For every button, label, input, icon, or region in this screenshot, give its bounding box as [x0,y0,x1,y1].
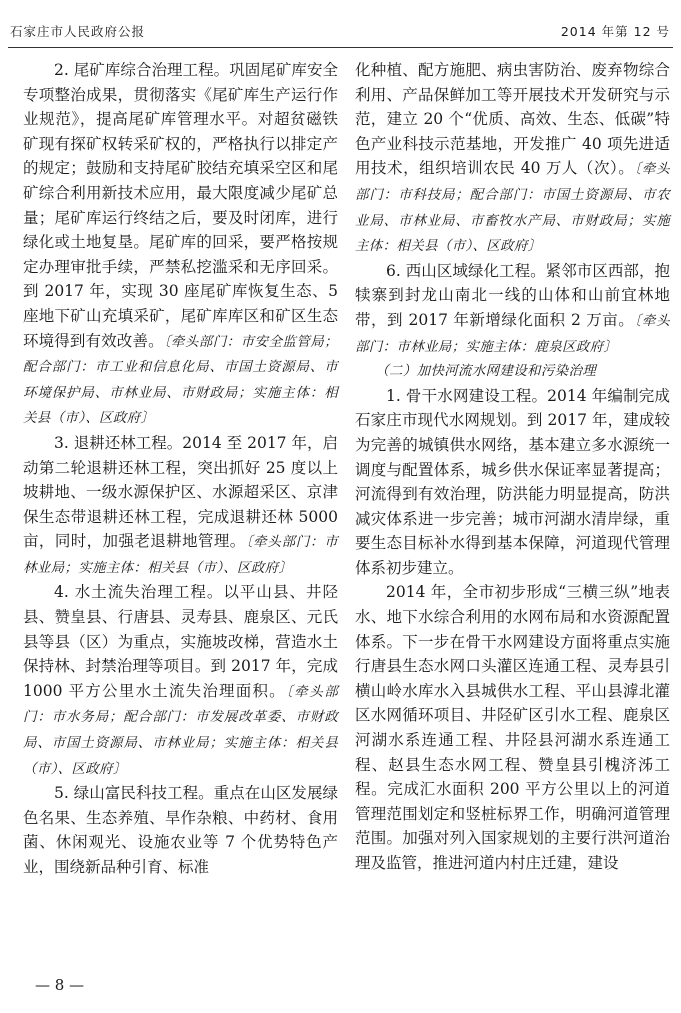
left-column [23,58,338,880]
department-note: 〔牵头部门：市水务局；配合部门：市发展改革委、市财政局、市国土资源局、市林业局；实施主体：相关县（市）、区政府〕 [23,683,339,777]
paragraph-text: 化种植、配方施肥、病虫害防治、废弃物综合利用、产品保鲜加工等开展技术开发研究与示范，建立 20 个“优质、高效、生态、低碳”特色产业科技示范基地，开发推广 40 项先进适用技术，组织培训农民 40 万人（次）。 [355,61,670,178]
right-column [355,58,670,876]
paragraph [355,259,670,359]
page-number: — 8 — [35,976,85,994]
paragraph-text: 4. 水土流失治理工程。以平山县、井陉县、赞皇县、行唐县、灵寿县、鹿泉区、元氏县等县（区）为重点，实施坡改梯，营造水土保持林、封禁治理等项目。到 2017 年，完成 1000 平方公里水土流失治理面积。 [23,583,338,700]
paragraph-text: 3. 退耕还林工程。2014 至 2017 年，启动第二轮退耕还林工程，突出抓好 25 度以上坡耕地、一级水源保护区、水源超采区、京津保生态带退耕还林工程，完成退耕还林 5000 亩，同时，加强老退耕地管理。 [23,433,338,551]
header-rule [8,47,673,48]
paragraph [23,781,338,879]
paragraph [355,384,670,581]
paragraph [23,58,338,431]
publication-title: 石家庄市人民政府公报 [10,24,146,39]
department-note: 〔牵头部门：市科技局；配合部门：市国土资源局、市农业局、市林业局、市畜牧水产局、市财政局；实施主体：相关县（市）、区政府〕 [355,161,670,255]
department-note: 〔牵头部门：市林业局；实施主体：相关县（市）、区政府〕 [23,534,338,576]
paragraph-text: 1. 骨干水网建设工程。2014 年编制完成石家庄市现代水网规划。到 2017 年，建成较为完善的城镇供水网络，基本建立多水源统一调度与配置体系，城乡供水保证率显著提高；河流得到有效治理，防洪能力明显提高，防洪减灾体系进一步完善；城市河湖水清岸绿，重要生态目标补水得到基本保障，河道现代管理体系初步建立。 [355,386,670,577]
paragraph [23,431,338,581]
paragraph [355,580,670,875]
paragraph-text: 5. 绿山富民科技工程。重点在山区发展绿色名果、生态养殖、旱作杂粮、中药材、食用菌、休闲观光、设施农业等 7 个优势特色产业，围绕新品种引育、标准 [23,784,338,876]
paragraph-text: 6. 西山区域绿化工程。紧邻市区西部，抱犊寨到封龙山南北一线的山体和山前宜林地带，到 2017 年新增绿化面积 2 万亩。 [355,261,670,329]
paragraph [23,580,338,781]
section-heading: （二）加快河流水网建设和污染治理 [375,363,597,380]
paragraph-text: 2014 年，全市初步形成“三横三纵”地表水、地下水综合利用的水网布局和水资源配置体系。下一步在骨干水网建设方面将重点实施行唐县生态水网口头灌区连通工程、灵寿县引横山岭水库水入县城供水工程、平山县滹北灌区水网循环项目、井陉矿区引水工程、鹿泉区河湖水系连通工程、井陉县河湖水系连通工程、赵县生态水网工程、赞皇县引槐济泲工程。完成汇水面积 200 平方公里以上的河道管理范围划定和竖桩标界工作，明确河道管理范围。加强对列入国家规划的主要行洪河道治理及监管，推进河道内村庄迁建，建设 [355,583,670,872]
issue-number: 2014 年第 12 号 [560,24,670,39]
paragraph [355,58,670,259]
department-note: 〔牵头部门：市林业局；实施主体：鹿泉区政府〕 [355,312,670,355]
paragraph-text: 2. 尾矿库综合治理工程。巩固尾矿库安全专项整治成果，贯彻落实《尾矿库生产运行作业规范》，提高尾矿库管理水平。对超贫磁铁矿现有探矿权转采矿权的，严格执行以排定产的规定；鼓励和支持尾矿胶结充填采空区和尾矿综合利用新技术应用，最大限度减少尾矿总量；尾矿库运行终结之后，要及时闭库，进行绿化或土地复垦。尾矿库的回采，要严格按规定办理审批手续，严禁私挖滥采和无序回采。到 2017 年，实现 30 座尾矿库恢复生态、5 座地下矿山充填采矿，尾矿库库区和矿区生态环境得到有效改善。 [23,61,338,350]
department-note: 〔牵头部门：市安全监管局；配合部门：市工业和信息化局、市国土资源局、市环境保护局、市林业局、市财政局；实施主体：相关县（市）、区政府〕 [23,333,338,427]
page-header [10,22,670,44]
